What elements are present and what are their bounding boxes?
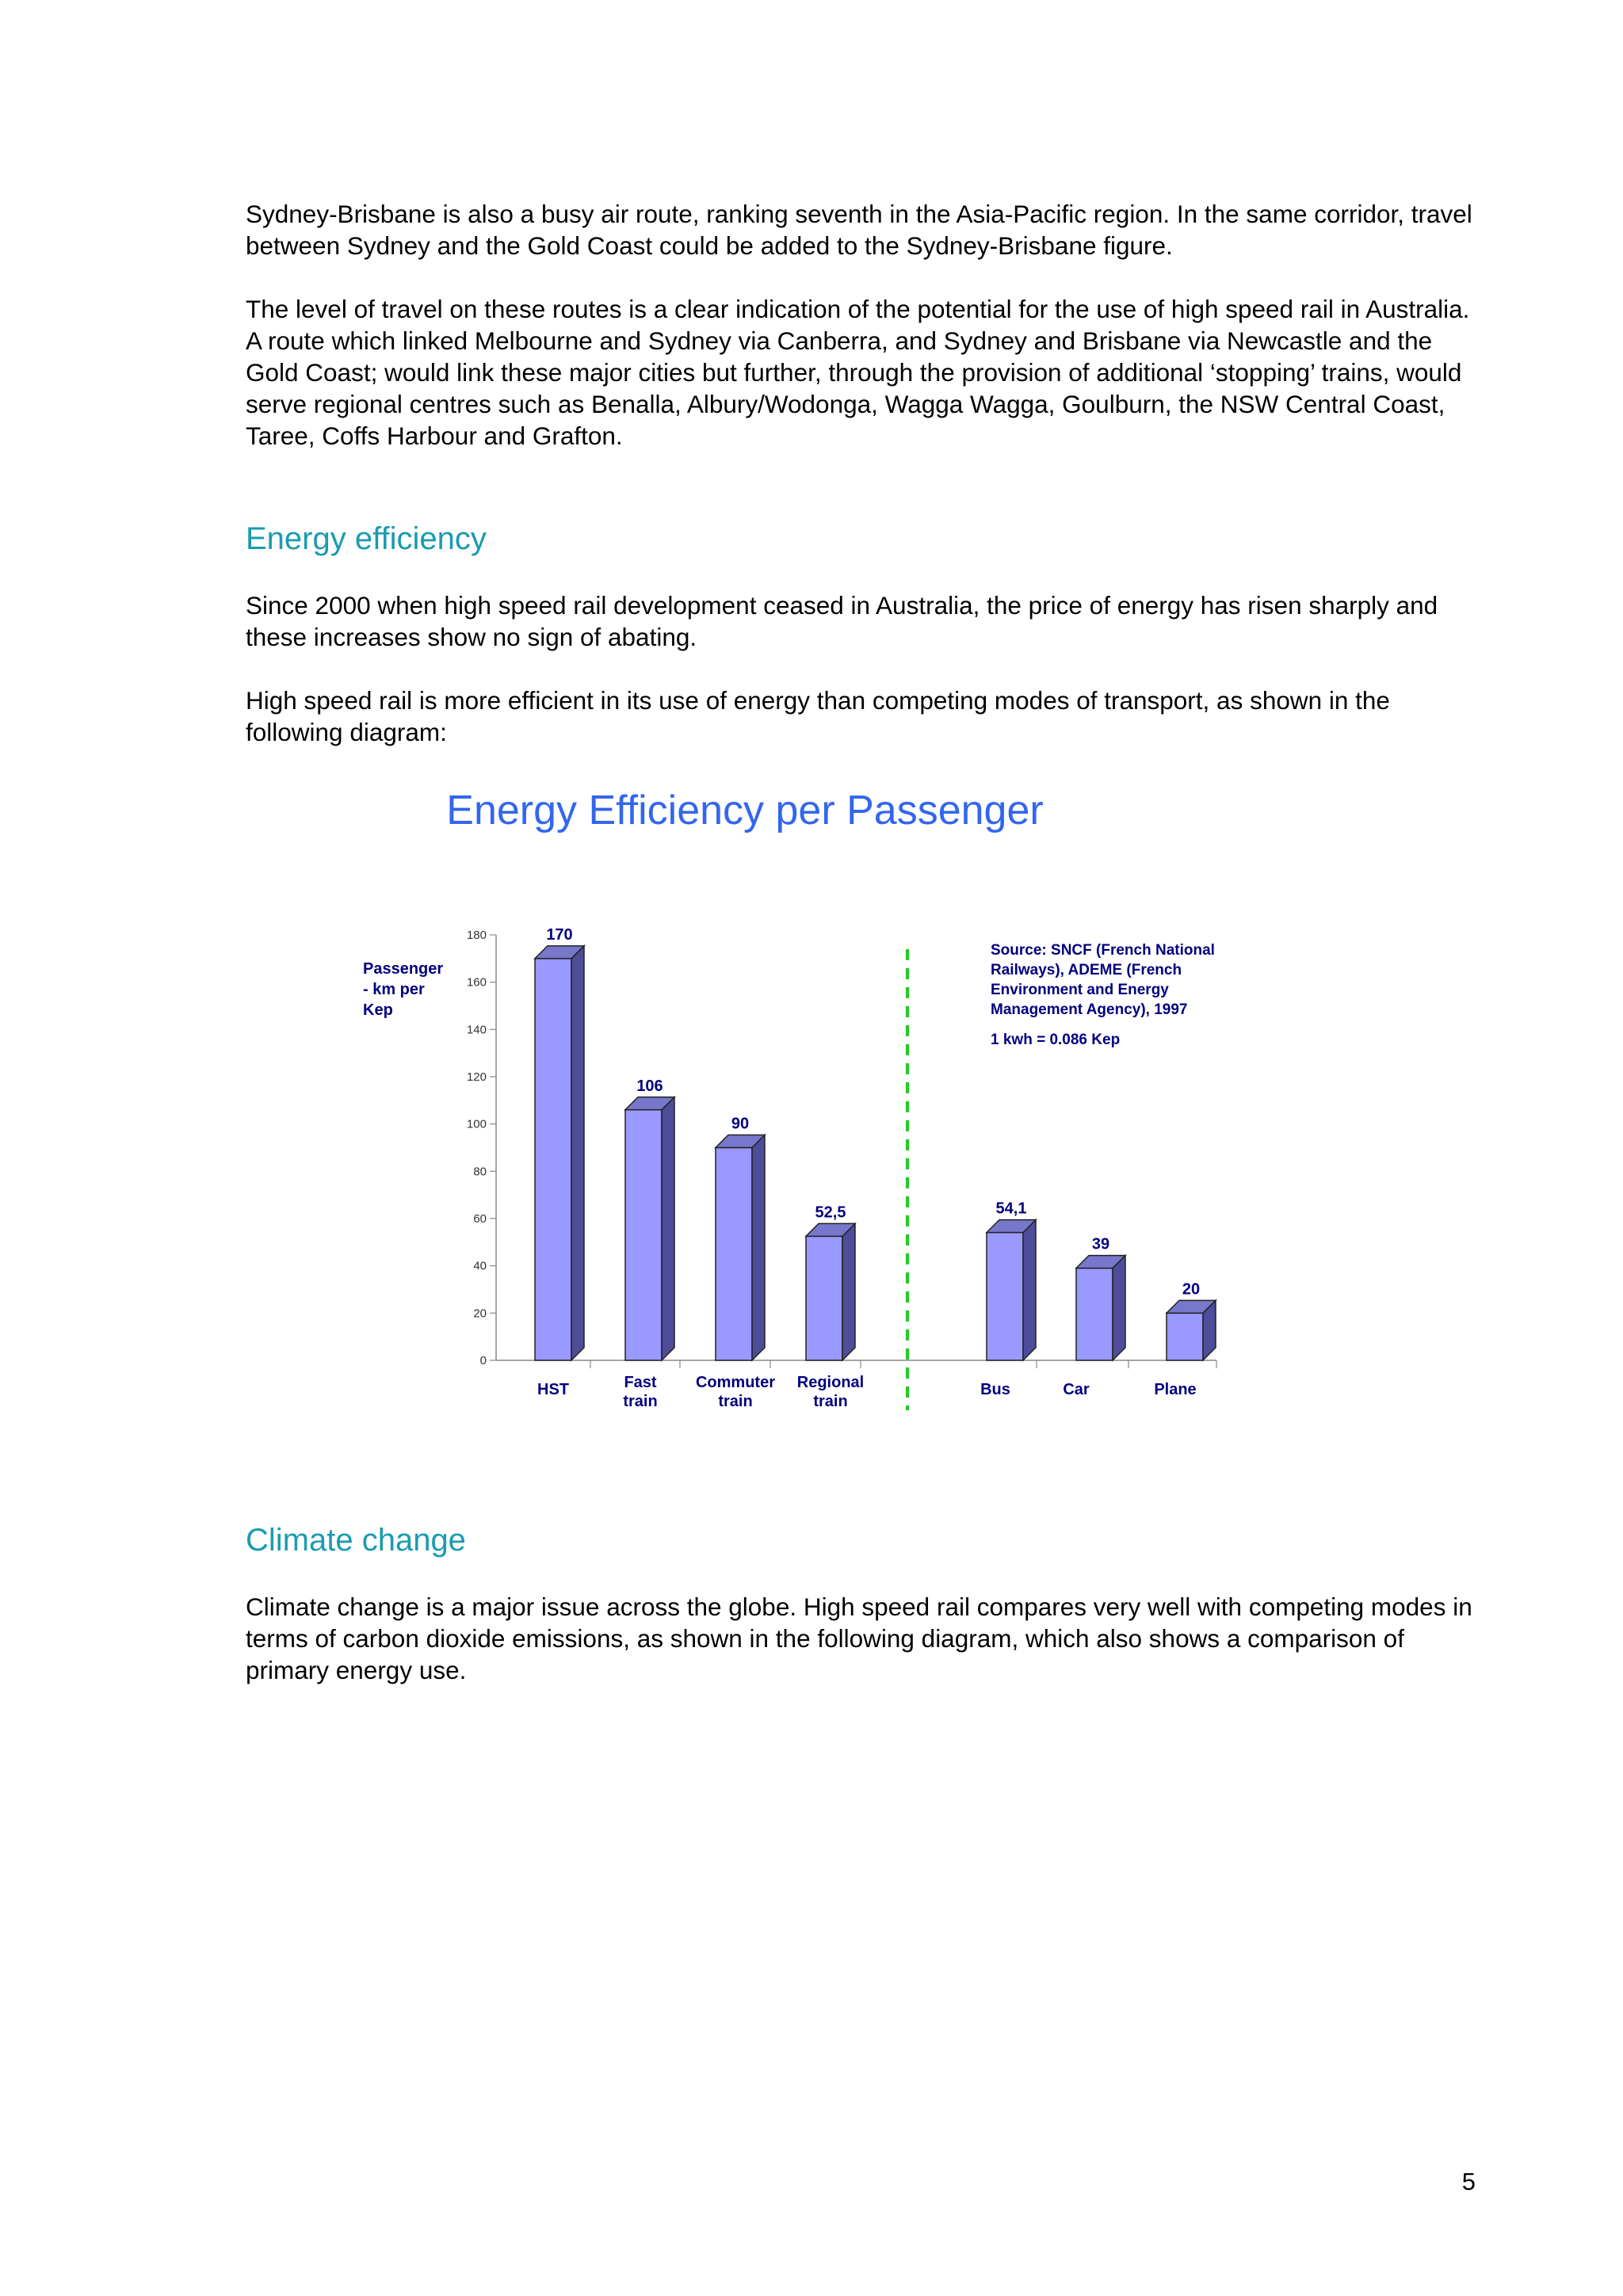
bar-front	[625, 1110, 662, 1360]
paragraph-air-route: Sydney-Brisbane is also a busy air route, ranking seventh in the Asia-Pacific region. In the same corridor, travel between Sydney and the Gold Coast could be added to the Sydney-Brisbane figure.	[246, 200, 1472, 260]
bar-front	[1167, 1313, 1203, 1360]
bar-side	[1023, 1220, 1036, 1360]
bar-5	[1076, 1256, 1125, 1360]
paragraph-energy-comparison: High speed rail is more efficient in its use of energy than competing modes of transport, as shown in the following diagram:	[246, 686, 1390, 746]
bar-1	[625, 1097, 674, 1360]
bar-front	[806, 1236, 842, 1360]
y-tick-label: 120	[466, 1070, 487, 1084]
y-axis-label-line: - km per	[363, 981, 425, 998]
y-axis-ticks	[467, 929, 496, 1367]
y-tick-label: 140	[466, 1023, 487, 1037]
bar-side	[1113, 1256, 1125, 1360]
bar-4	[987, 1220, 1036, 1360]
y-tick-label: 180	[466, 929, 487, 942]
x-category-label: train	[718, 1393, 753, 1410]
x-axis-labels	[537, 1374, 1197, 1410]
x-category-label: Car	[1063, 1381, 1090, 1398]
y-axis-label-line: Passenger	[363, 960, 444, 978]
y-tick-label: 100	[466, 1117, 487, 1131]
heading-climate-change: Climate change	[246, 1523, 466, 1558]
conversion-note: 1 kwh = 0.086 Kep	[991, 1032, 1121, 1048]
heading-energy-efficiency: Energy efficiency	[246, 521, 487, 556]
x-category-label: Fast	[624, 1374, 657, 1391]
x-category-label: HST	[537, 1381, 569, 1398]
value-label: 52,5	[815, 1203, 846, 1222]
bar-side	[662, 1097, 674, 1360]
x-category-label: Plane	[1154, 1381, 1197, 1398]
value-label: 20	[1182, 1280, 1201, 1299]
bar-6	[1167, 1300, 1216, 1360]
x-category-label: train	[813, 1393, 848, 1410]
paragraph-energy-price: Since 2000 when high speed rail development ceased in Australia, the price of energy has risen sharply and these increases show no sign of abating.	[246, 591, 1438, 651]
bar-3	[806, 1223, 855, 1360]
value-label: 170	[546, 925, 573, 944]
x-category-label: Bus	[980, 1381, 1010, 1398]
page-number: 5	[1461, 2168, 1476, 2195]
value-label: 54,1	[995, 1199, 1027, 1218]
bar-front	[987, 1233, 1023, 1360]
paragraph-travel-level: The level of travel on these routes is a clear indication of the potential for the use of high speed rail in Australia. A route which linked Melbourne and Sydney via Canberra, and Sydney and Brisbane via Newcastle and the Gold Coast; would link these major cities but further, through the provision of additional ‘stopping’ trains, would serve regional centres such as Benalla, Albury/Wodonga, Wagga Wagga, Goulburn, the NSW Central Coast, Taree, Coffs Harbour and Grafton.	[246, 295, 1470, 450]
bar-side	[842, 1223, 855, 1360]
source-line: Railways), ADEME (French	[991, 962, 1182, 978]
y-tick-label: 40	[473, 1259, 487, 1273]
value-label: 90	[731, 1115, 750, 1133]
bar-front	[716, 1148, 752, 1361]
bar-front	[1076, 1268, 1113, 1360]
y-tick-label: 80	[473, 1165, 487, 1179]
source-line: Source: SNCF (French National	[991, 942, 1215, 959]
x-category-label: train	[623, 1393, 658, 1410]
bar-front	[535, 959, 571, 1360]
bar-side	[752, 1135, 765, 1361]
bar-2	[716, 1135, 765, 1361]
value-label: 106	[636, 1077, 663, 1095]
source-line: Management Agency), 1997	[991, 1001, 1188, 1018]
bar-0	[535, 946, 584, 1360]
value-label: 39	[1091, 1235, 1110, 1253]
y-tick-label: 160	[466, 975, 487, 990]
y-tick-label: 60	[473, 1212, 487, 1226]
paragraph-climate: Climate change is a major issue across the globe. High speed rail compares very well with competing modes in terms of carbon dioxide emissions, as shown in the following diagram, which also shows a comparison of primary energy use.	[246, 1592, 1472, 1684]
y-axis-label	[363, 960, 443, 1019]
y-tick-label: 0	[479, 1354, 487, 1367]
source-annotation	[991, 942, 1215, 1048]
y-tick-label: 20	[473, 1306, 487, 1321]
bar-side	[571, 946, 584, 1360]
x-category-label: Commuter	[695, 1374, 776, 1391]
x-category-label: Regional	[796, 1374, 865, 1391]
y-axis-label-line: Kep	[363, 1001, 393, 1019]
chart-title: Energy Efficiency per Passenger	[446, 788, 1044, 833]
source-line: Environment and Energy	[991, 982, 1169, 998]
